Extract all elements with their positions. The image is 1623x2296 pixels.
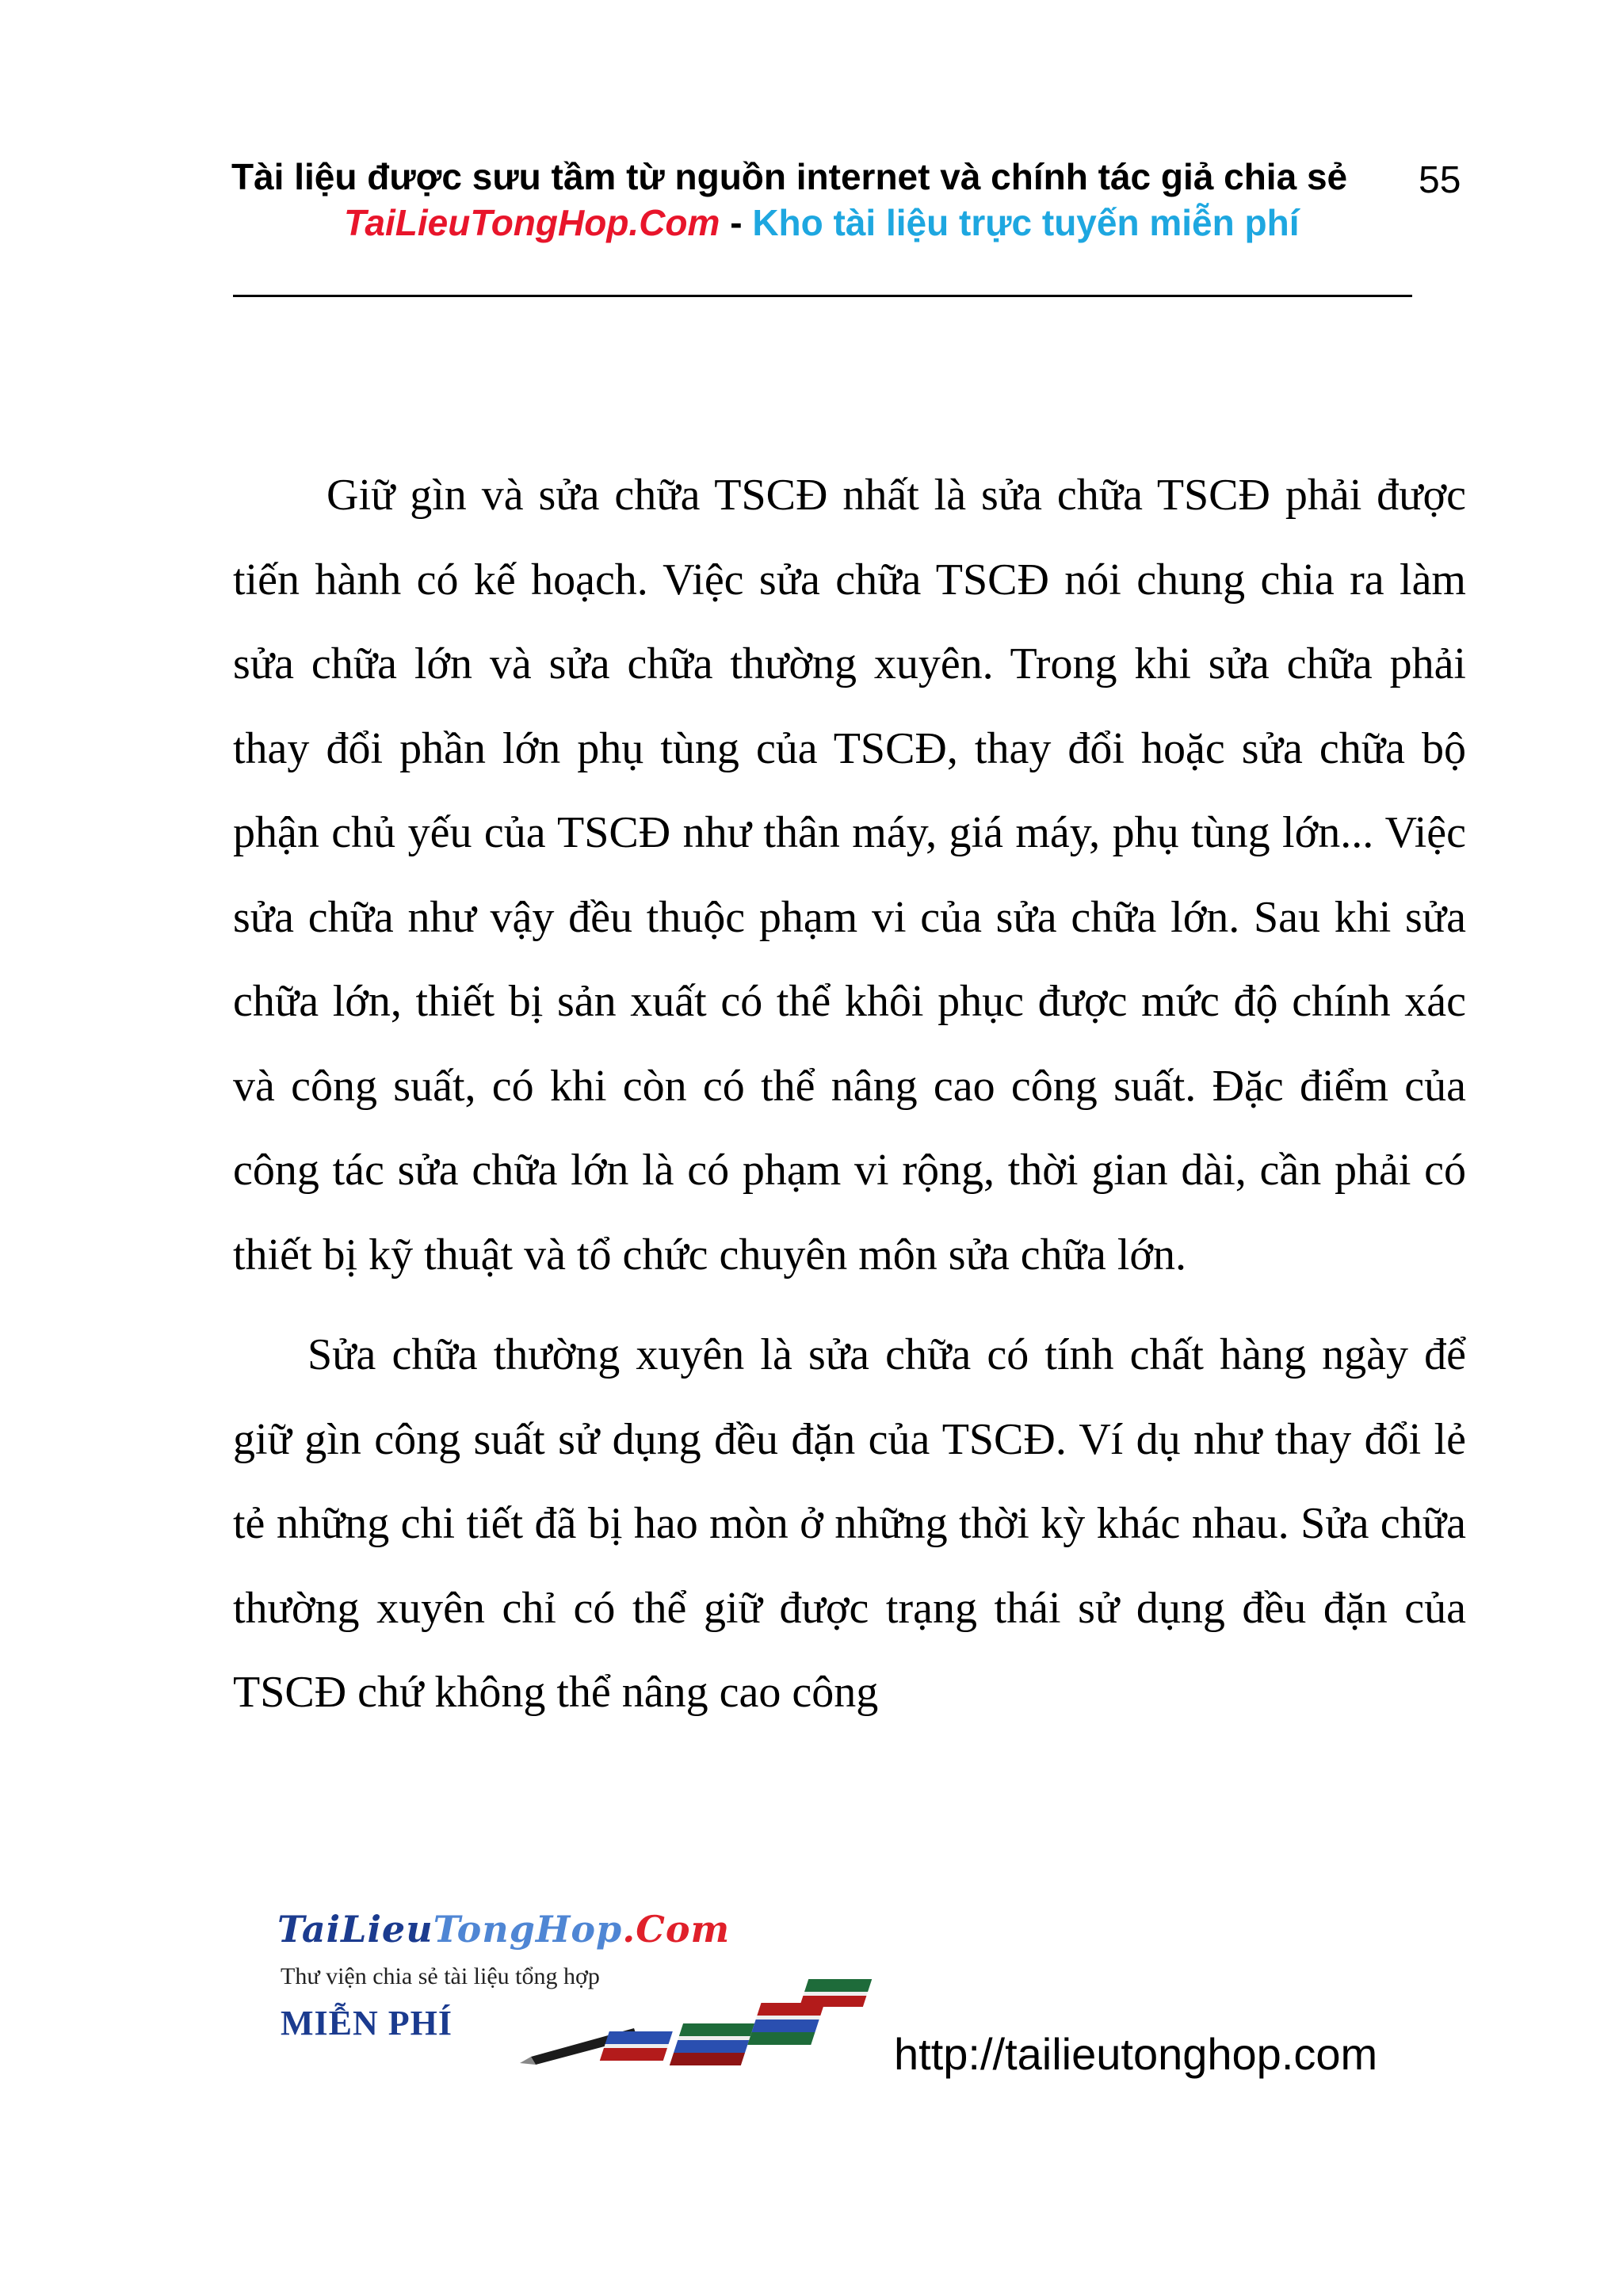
footer-logo[interactable] xyxy=(277,1908,880,2098)
logo-subtitle: Thư viện chia sẻ tài liệu tổng hợp xyxy=(281,1963,600,1989)
page-number: 55 xyxy=(1419,159,1461,201)
header-source-note: Tài liệu được sưu tầm từ nguồn internet và chính tác giả chia sẻ xyxy=(231,156,1348,197)
logo-wordmark-part2: TongHop xyxy=(433,1908,623,1951)
site-tagline: Kho tài liệu trực tuyến miễn phí xyxy=(752,202,1300,243)
paragraph-1: Giữ gìn và sửa chữa TSCĐ nhất là sửa chữa TSCĐ phải được tiến hành có kế hoạch. Việc sửa chữa TSCĐ nói chung chia ra làm sửa chữa lớn và sửa chữa thường xuyên. Trong khi sửa chữa phải thay đổi phần lớn phụ tùng của TSCĐ, thay đổi hoặc sửa chữa bộ phận chủ yếu của TSCĐ như thân máy, giá máy, phụ tùng lớn... Việc sửa chữa như vậy đều thuộc phạm vi của sửa chữa lớn. Sau khi sửa chữa lớn, thiết bị sản xuất có thể khôi phục được mức độ chính xác và công suất, có khi còn có thể nâng cao công suất. Đặc điểm của công tác sửa chữa lớn là có phạm vi rộng, thời gian dài, cần phải có thiết bị kỹ thuật và tổ chức chuyên môn sửa chữa lớn. xyxy=(233,471,1466,1280)
header-divider xyxy=(233,295,1412,297)
body-text xyxy=(233,453,1466,1735)
header-site-line xyxy=(344,201,1453,244)
logo-wordmark-part3: .Com xyxy=(622,1908,731,1951)
logo-free-label: MIỄN PHÍ xyxy=(281,2004,453,2042)
books-icon xyxy=(515,1955,880,2074)
logo-wordmark-part1: TaiLieu xyxy=(277,1908,433,1951)
paragraph-2: Sửa chữa thường xuyên là sửa chữa có tính chất hàng ngày để giữ gìn công suất sử dụng đều đặn của TSCĐ. Ví dụ như thay đổi lẻ tẻ những chi tiết đã bị hao mòn ở những thời kỳ khác nhau. Sửa chữa thường xuyên chỉ có thể giữ được trạng thái sử dụng đều đặn của TSCĐ chứ không thể nâng cao công xyxy=(233,1330,1466,1717)
footer-url[interactable]: http://tailieutonghop.com xyxy=(894,2029,1378,2079)
site-name[interactable]: TaiLieuTongHop.Com xyxy=(344,202,720,243)
header-separator: - xyxy=(720,202,753,243)
logo-wordmark xyxy=(277,1908,730,1951)
